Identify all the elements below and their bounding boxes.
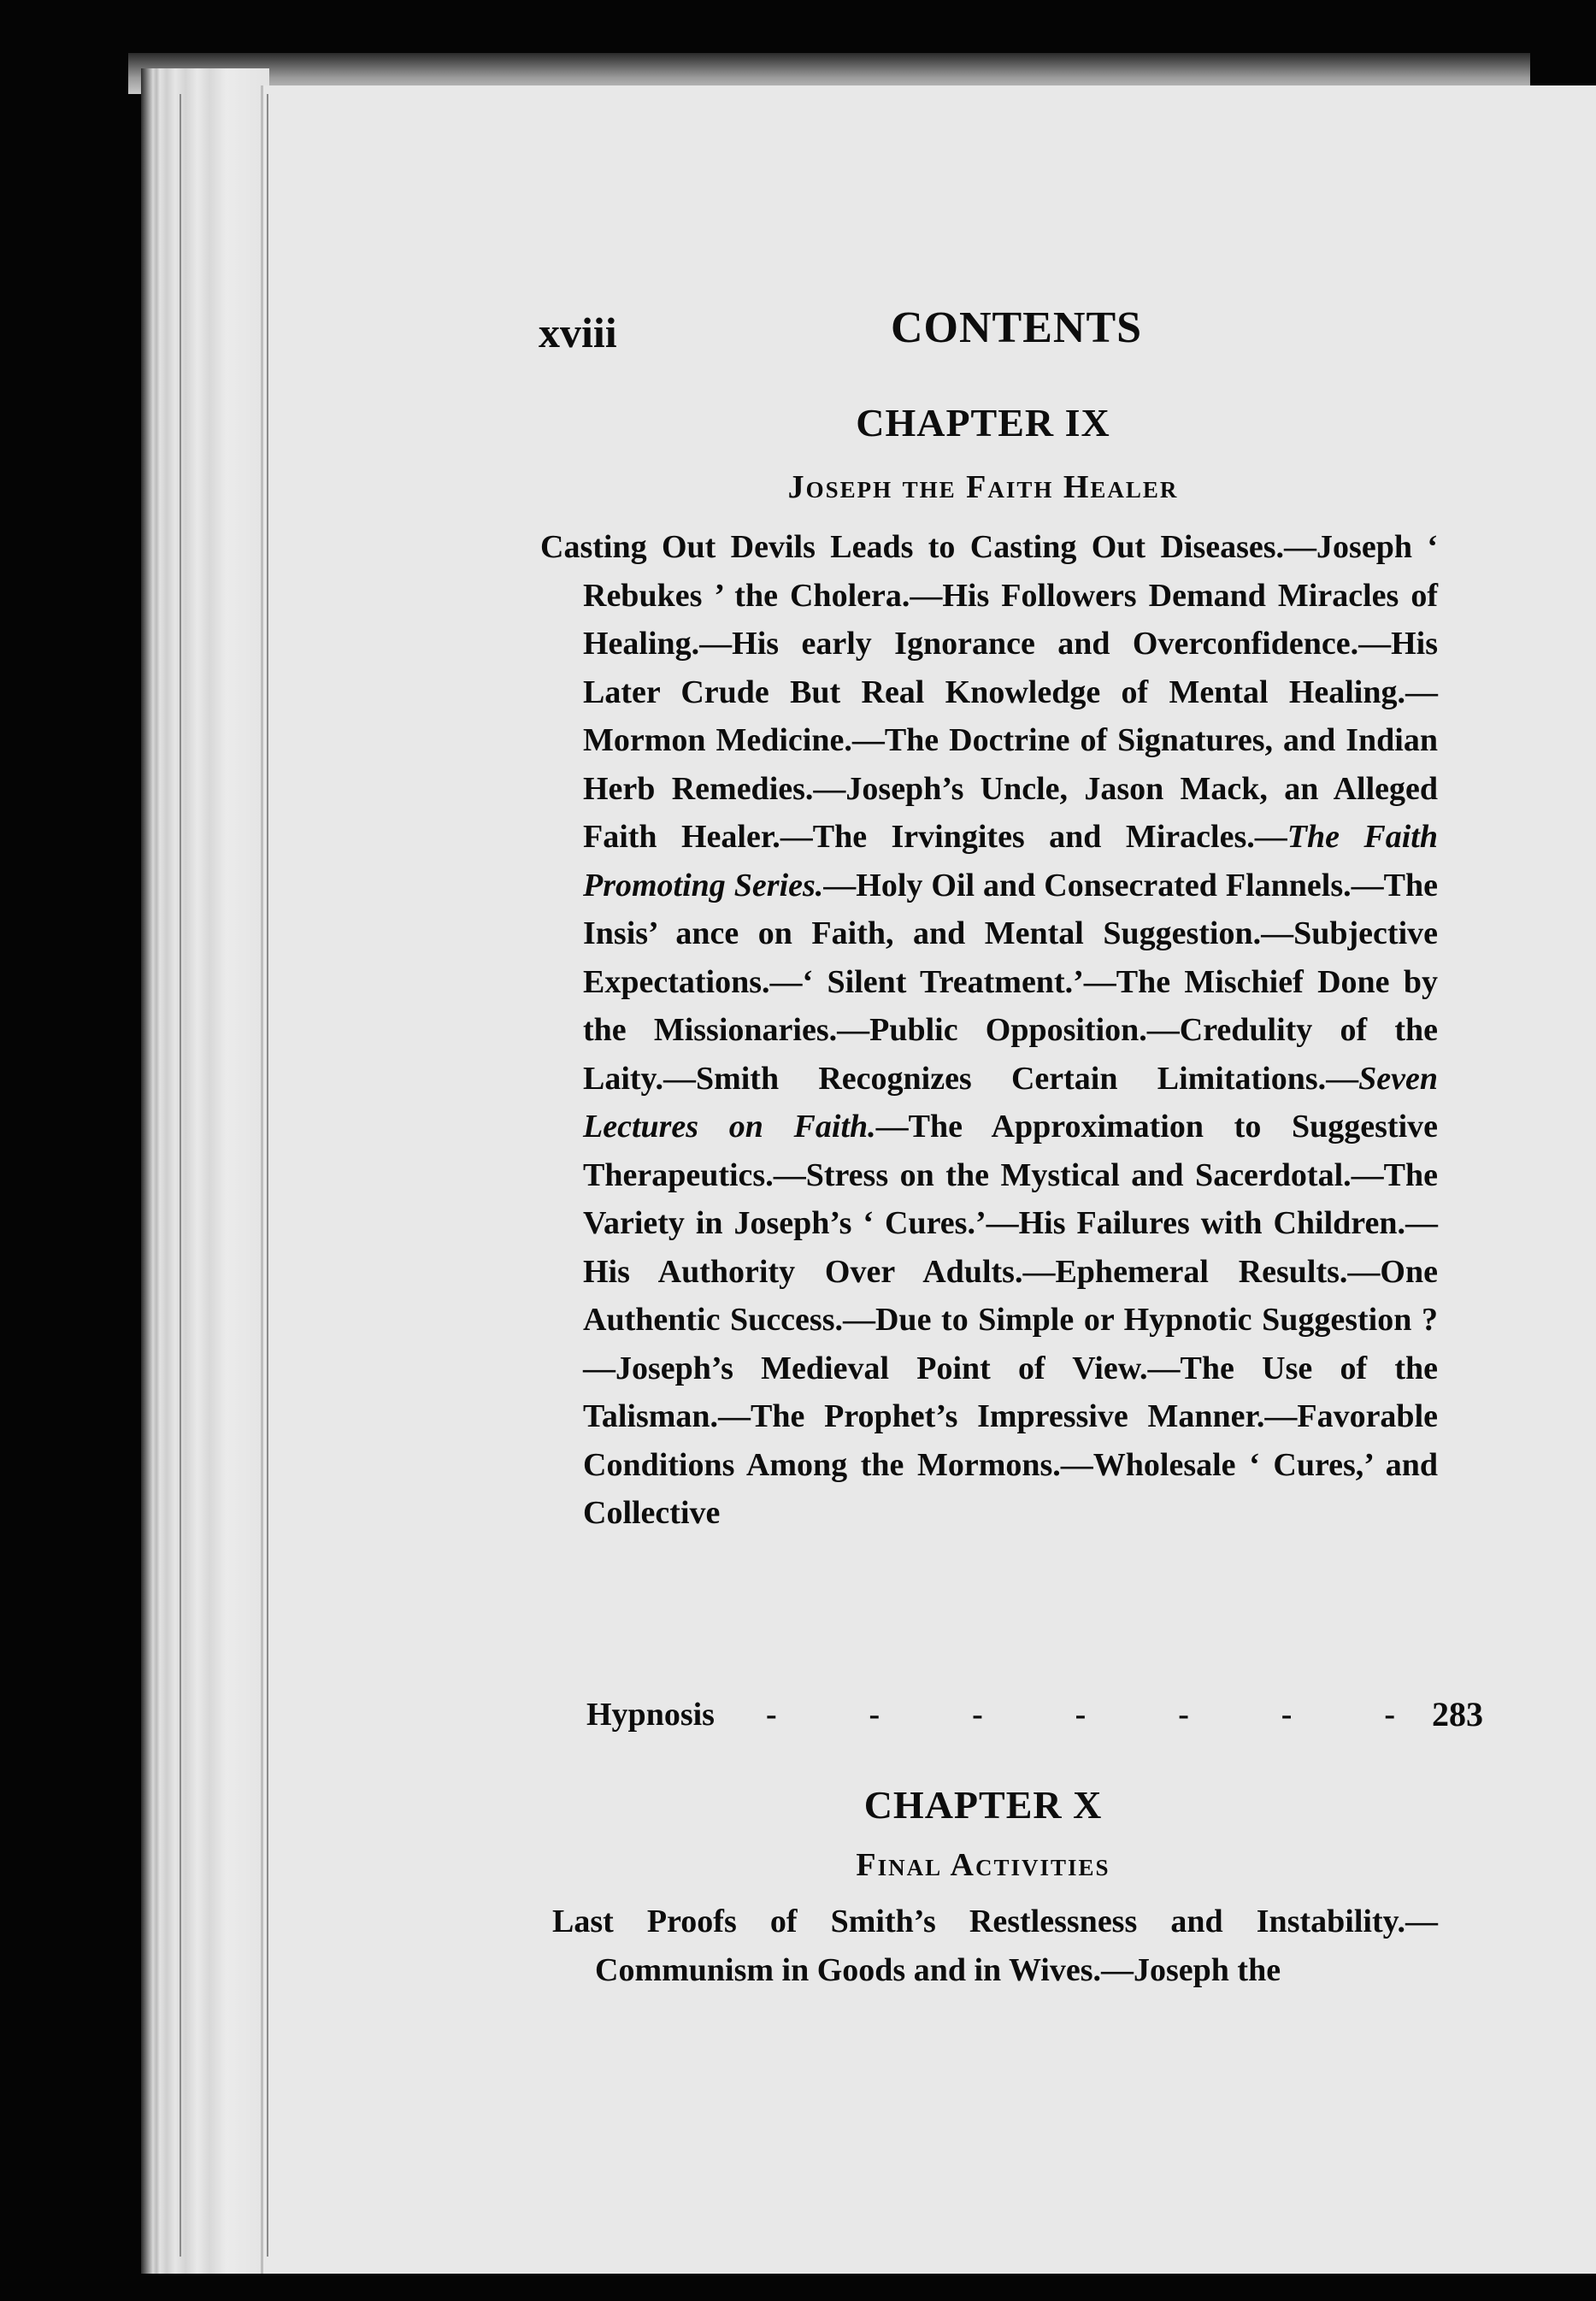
page-folio: xviii bbox=[539, 309, 617, 356]
chapter-ix-page-number: 283 bbox=[1432, 1695, 1483, 1733]
chapter-ix-last-line bbox=[586, 1689, 1395, 1740]
chapter-ix-summary bbox=[540, 523, 1438, 1538]
chapter-x-summary: Last Proofs of Smith’s Restlessness and Instability.—Communism in Goods and in Wives.—Joseph the bbox=[552, 1904, 1438, 1988]
summary-part: Casting Out Devils Leads to Casting Out Diseases.—Joseph ‘ Rebukes ’ the Cholera.—His Followers Demand Miracles of Healing.—His early Ignorance and Overconfidence.—His Later Crude But Real Knowledge of Mental Healing.—Mormon Medicine.—The Doctrine of Signatures, and Indian Herb Remedies.—Joseph’s Uncle, Jason Mack, an Alleged Faith Healer.—The Irvingites and Miracles.— bbox=[540, 529, 1438, 855]
dot-leader: - - - - - - - bbox=[765, 1697, 1395, 1733]
chapter-ix-subtitle: Joseph the Faith Healer bbox=[787, 469, 1179, 505]
running-title: CONTENTS bbox=[891, 303, 1143, 352]
edge-line bbox=[180, 94, 181, 2257]
book-page-edges bbox=[141, 68, 269, 2274]
edge-line bbox=[267, 94, 268, 2257]
summary-part: —Holy Oil and Consecrated Flannels.—The Insis’ ance on Faith, and Mental Suggestion.—Subjective Expectations.—‘ Silent Treatment.’—The Mischief Done by the Missionaries.—Public Opposition.—Credulity of the Laity.—Smith Recognizes Certain Limitations.— bbox=[583, 867, 1438, 1097]
summary-part: —The Approximation to Suggestive Therapeutics.—Stress on the Mystical and Sacerdotal.—The Variety in Joseph’s ‘ Cures.’—His Failures with Children.—His Authority Over Adults.—Ephemeral Results.—One Authentic Success.—Due to Simple or Hypnotic Suggestion ?—Joseph’s Medieval Point of View.—The Use of the Talisman.—The Prophet’s Impressive Manner.—Favorable Conditions Among the Mormons.—Wholesale ‘ Cures,’ and Collective bbox=[583, 1109, 1438, 1531]
chapter-x-subtitle: Final Activities bbox=[856, 1847, 1110, 1883]
summary-part-italic: Seven Lectures on Faith. bbox=[583, 1060, 1438, 1145]
last-line-text: Hypnosis bbox=[586, 1697, 715, 1733]
running-head bbox=[539, 303, 1428, 368]
summary-part-italic: The Faith Promoting Series. bbox=[583, 819, 1438, 903]
chapter-ix-heading: CHAPTER IX bbox=[856, 401, 1110, 444]
chapter-x-heading: CHAPTER X bbox=[863, 1783, 1103, 1827]
